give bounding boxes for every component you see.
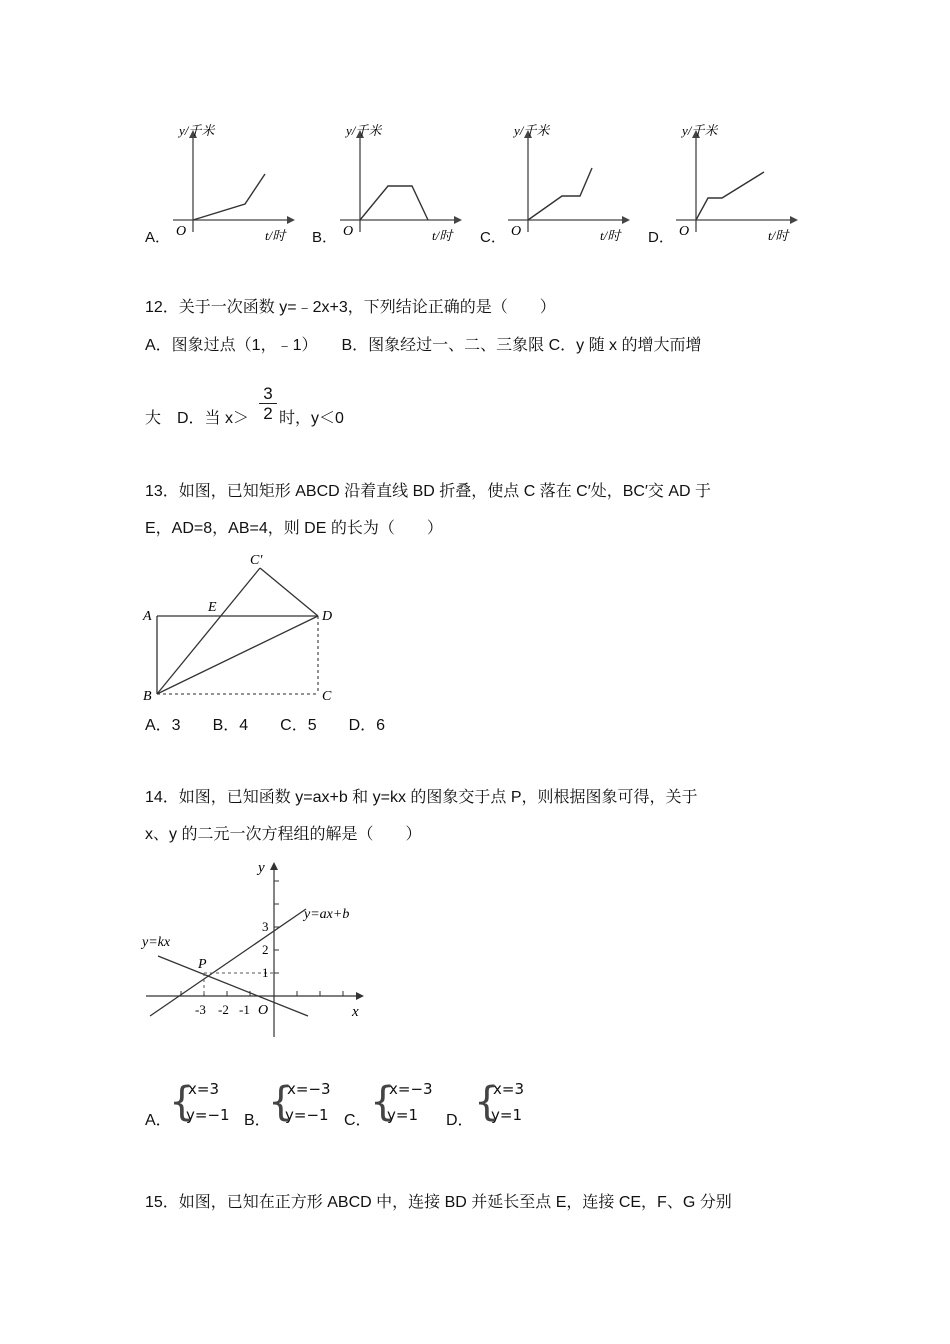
y-axis-label: y (258, 860, 265, 876)
q13-options[interactable]: A．3 B．4 C．5 D．6 (145, 717, 386, 734)
option-letter: C． (480, 229, 506, 246)
option-letter: D． (648, 229, 674, 246)
equation-y: y=1 (491, 1106, 522, 1124)
t-axis-label: t/时 (432, 228, 453, 243)
equation-x: x=3 (188, 1080, 219, 1098)
q13-stem-line2: E，AD=8，AB=4，则 DE 的长为（ ） (145, 520, 443, 537)
origin-label: O (258, 1003, 269, 1018)
point-c-label: C (322, 689, 332, 704)
option-letter: A． (145, 1112, 172, 1129)
point-a-label: A (143, 609, 152, 624)
y-tick-label: 3 (262, 919, 269, 934)
q11-option-c[interactable] (480, 120, 650, 250)
distance-time-graph (500, 120, 650, 250)
line-y-ax-b-label: y=ax+b (304, 907, 350, 922)
q14-stem-line1: 14．如图，已知函数 y=ax+b 和 y=kx 的图象交于点 P，则根据图象可得，关于 (145, 789, 698, 806)
q12-options-line1[interactable]: A．图象过点（1，﹣1） B．图象经过一、二、三象限 C．y 随 x 的增大而增 (145, 337, 702, 354)
q13-rectangle-fold-figure (138, 548, 348, 708)
fraction-numerator: 3 (263, 384, 273, 403)
origin-label: O (343, 224, 354, 239)
fraction-denominator: 2 (259, 403, 277, 423)
left-brace-icon: { (268, 1079, 294, 1125)
distance-time-graph (668, 120, 818, 250)
equation-x: x=−3 (389, 1080, 433, 1098)
option-letter: D． (446, 1112, 474, 1129)
fraction-three-halves (259, 384, 277, 423)
left-brace-icon: { (169, 1079, 195, 1125)
t-axis-label: t/时 (768, 228, 789, 243)
q14-function-graph (138, 852, 378, 1042)
x-axis-label: x (352, 1004, 359, 1020)
distance-time-graph (332, 120, 482, 250)
y-tick-label: 2 (262, 942, 269, 957)
equation-x: x=−3 (287, 1080, 331, 1098)
equation-x: x=3 (493, 1080, 524, 1098)
origin-label: O (176, 224, 187, 239)
q14-option-b[interactable] (244, 1078, 344, 1134)
origin-label: O (679, 224, 690, 239)
left-brace-icon: { (474, 1079, 500, 1125)
y-axis-label: y/千米 (682, 123, 718, 138)
y-axis-label: y/千米 (346, 123, 382, 138)
q14-option-d[interactable] (446, 1078, 546, 1134)
q11-option-b[interactable] (312, 120, 482, 250)
y-tick-label: 1 (262, 965, 269, 980)
option-letter: B． (244, 1112, 271, 1129)
equation-y: y=−1 (186, 1106, 230, 1124)
t-axis-label: t/时 (265, 228, 286, 243)
point-e-label: E (208, 600, 217, 615)
left-brace-icon: { (370, 1079, 396, 1125)
point-p-label: P (198, 957, 207, 972)
option-letter: A． (145, 229, 171, 246)
option-letter: B． (312, 229, 338, 246)
option-letter: C． (344, 1112, 372, 1129)
q11-option-d[interactable] (648, 120, 818, 250)
line-y-kx-label: y=kx (142, 935, 171, 950)
q13-stem-line1: 13．如图，已知矩形 ABCD 沿着直线 BD 折叠，使点 C 落在 C′处，BC′交 AD 于 (145, 483, 712, 500)
y-axis-label: y/千米 (514, 123, 550, 138)
q14-stem-line2: x、y 的二元一次方程组的解是（ ） (145, 826, 422, 843)
point-d-label: D (322, 609, 333, 624)
point-b-label: B (143, 689, 152, 704)
q12-option-d-suffix: 时，y＜0 (279, 410, 344, 427)
origin-label: O (511, 224, 522, 239)
x-tick-label: -3 (195, 1002, 206, 1017)
y-axis-label: y/千米 (179, 123, 215, 138)
q14-option-a[interactable] (145, 1078, 245, 1134)
point-c-prime-label: C′ (250, 553, 263, 568)
x-tick-label: -2 (218, 1002, 229, 1017)
equation-y: y=−1 (285, 1106, 329, 1124)
q12-option-d-prefix[interactable]: 大 D．当 x＞ (145, 410, 250, 427)
equation-y: y=1 (387, 1106, 418, 1124)
q12-stem: 12．关于一次函数 y=﹣2x+3，下列结论正确的是（ ） (145, 299, 556, 316)
q15-stem-line1: 15．如图，已知在正方形 ABCD 中，连接 BD 并延长至点 E，连接 CE，F、G 分别 (145, 1194, 732, 1211)
distance-time-graph (165, 120, 315, 250)
t-axis-label: t/时 (600, 228, 621, 243)
x-tick-label: -1 (239, 1002, 250, 1017)
q11-option-a[interactable] (145, 120, 315, 250)
q14-option-c[interactable] (344, 1078, 444, 1134)
